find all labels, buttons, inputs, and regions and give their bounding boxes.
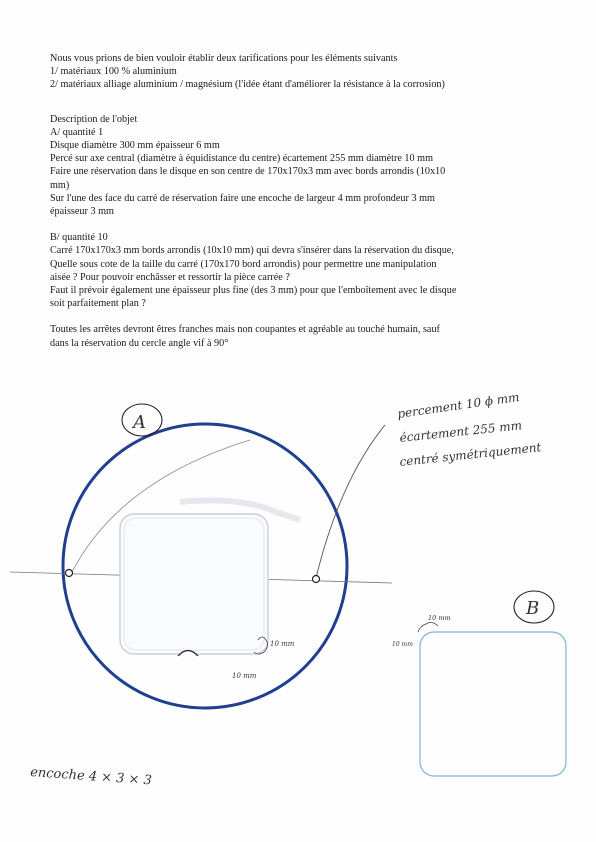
drill-hole-right	[313, 576, 320, 583]
annotation-centered: centré symétriquement	[398, 440, 542, 469]
part-a-line: A/ quantité 1	[50, 126, 104, 138]
corner-a-dim-2: 10 mm	[232, 672, 257, 680]
intro-line: 1/ matériaux 100 % aluminium	[50, 66, 177, 78]
intro-line: 2/ matériaux alliage aluminium / magnésium (l'idée étant d'améliorer la résistance à la corrosion)	[50, 79, 445, 91]
notch-annotation: encoche 4 × 3 × 3	[29, 765, 153, 789]
label-a: A	[133, 412, 146, 433]
part-a-line: mm)	[50, 179, 70, 191]
square-reservation	[120, 514, 268, 654]
closing-line: dans la réservation du cercle angle vif à 90°	[50, 337, 229, 349]
description-title: Description de l'objet	[50, 113, 138, 125]
leader-line	[316, 425, 385, 578]
corner-b-dim-1: 10 mm	[428, 614, 451, 622]
closing-line: Toutes les arrêtes devront êtres franches mais non coupantes et agréable au touché humain, sauf	[50, 324, 440, 336]
part-a-line: Percé sur axe central (diamètre à équidistance du centre) écartement 255 mm diamètre 10 mm	[50, 153, 433, 165]
part-a-line: Disque diamètre 300 mm épaisseur 6 mm	[50, 140, 220, 152]
part-b-line: Quelle sous cote de la taille du carré (170x170 bord arrondis) pour permettre une manipulation	[50, 258, 437, 270]
part-b-line: soit parfaitement plan ?	[50, 298, 146, 310]
part-b-line: Carré 170x170x3 mm bords arrondis (10x10 mm) qui devra s'insérer dans la réservation du disque,	[50, 245, 454, 257]
part-b-line: Faut il prévoir également une épaisseur plus fine (des 3 mm) pour que l'emboîtement avec le disque	[50, 285, 457, 297]
part-a-line: Faire une réservation dans le disque en son centre de 170x170x3 mm avec bords arrondis (10x10	[50, 166, 446, 178]
part-a-line: Sur l'une des face du carré de réservation faire une encoche de largeur 4 mm profondeur 3 mm	[50, 192, 435, 204]
corner-a-dim-1: 10 mm	[270, 640, 295, 648]
part-b-line: B/ quantité 10	[50, 232, 108, 244]
square-b	[420, 632, 566, 776]
part-a-line: épaisseur 3 mm	[50, 206, 114, 218]
part-b-line: aisée ? Pour pouvoir enchâsser et ressortir la pièce carrée ?	[50, 271, 290, 283]
annotation-drilling: percement 10 ϕ mm	[396, 389, 521, 421]
annotation-spacing: écartement 255 mm	[398, 418, 523, 445]
drill-hole-left	[66, 570, 73, 577]
corner-b-dim-2: 10 mm	[392, 641, 413, 648]
intro-line: Nous vous prions de bien vouloir établir deux tarifications pour les éléments suivants	[50, 53, 398, 64]
label-b: B	[526, 598, 540, 619]
